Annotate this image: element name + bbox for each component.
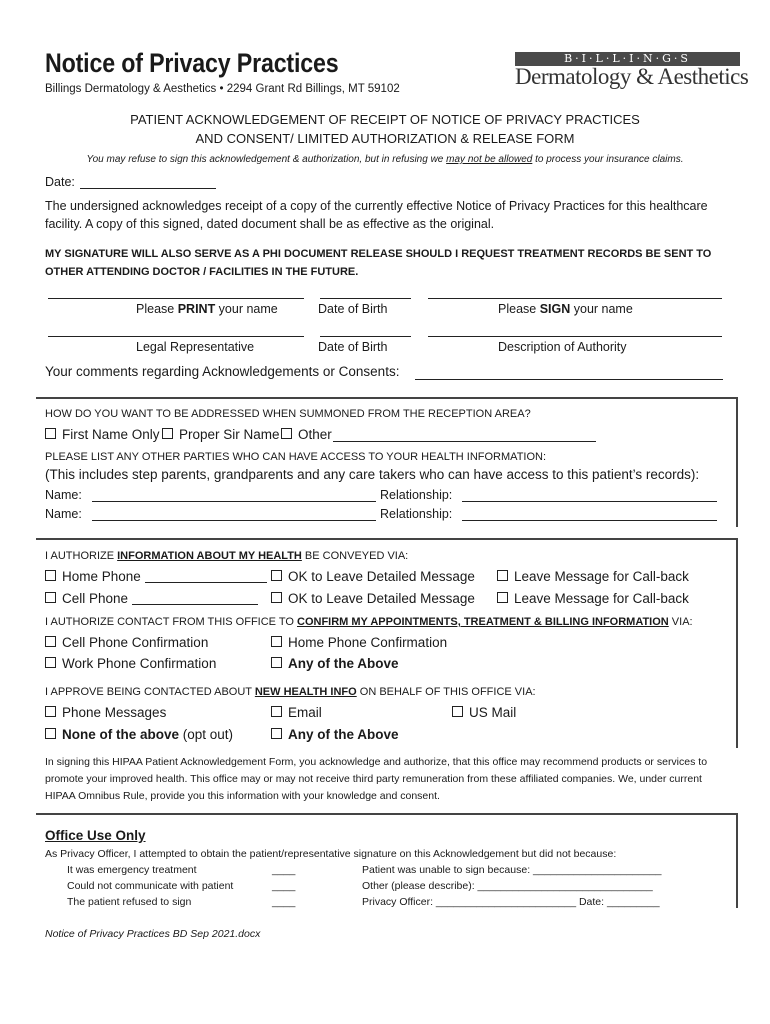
- comments-label: Your comments regarding Acknowledgements or Consents:: [45, 364, 400, 379]
- work-confirm-option[interactable]: Work Phone Confirmation: [45, 656, 216, 671]
- us-mail-option[interactable]: US Mail: [452, 705, 516, 720]
- checkbox-icon[interactable]: [497, 570, 508, 581]
- phone-messages-option[interactable]: Phone Messages: [45, 705, 166, 720]
- checkbox-icon[interactable]: [452, 706, 463, 717]
- relationship-field-1[interactable]: [462, 501, 717, 502]
- sign-name-field[interactable]: [428, 298, 722, 299]
- checkbox-icon[interactable]: [271, 657, 282, 668]
- checkbox-icon[interactable]: [281, 428, 292, 439]
- proper-name-option[interactable]: Proper Sir Name: [162, 427, 280, 442]
- section-divider: [36, 538, 738, 540]
- checkbox-icon[interactable]: [45, 570, 56, 581]
- date-field[interactable]: [80, 188, 216, 189]
- authority-field[interactable]: [428, 336, 722, 337]
- opt-out-option[interactable]: None of the above (opt out): [45, 727, 233, 742]
- print-name-field[interactable]: [48, 298, 304, 299]
- relationship-label-2: Relationship:: [380, 507, 453, 521]
- checkbox-icon[interactable]: [45, 706, 56, 717]
- checkbox-icon[interactable]: [271, 706, 282, 717]
- sign-name-label: Please SIGN your name: [498, 302, 633, 316]
- document-title: Notice of Privacy Practices: [45, 48, 339, 78]
- checkbox-icon[interactable]: [45, 428, 56, 439]
- new-info-any-option[interactable]: Any of the Above: [271, 727, 399, 742]
- checkbox-icon[interactable]: [271, 728, 282, 739]
- comments-field[interactable]: [415, 379, 723, 380]
- cell-phone-option[interactable]: Cell Phone: [45, 591, 258, 606]
- home-phone-option[interactable]: Home Phone: [45, 569, 267, 584]
- name-label-1: Name:: [45, 488, 82, 502]
- legal-rep-field[interactable]: [48, 336, 304, 337]
- home-callback-option[interactable]: Leave Message for Call-back: [497, 569, 689, 584]
- checkbox-icon[interactable]: [45, 636, 56, 647]
- checkbox-icon[interactable]: [271, 570, 282, 581]
- cell-ok-leave-option[interactable]: OK to Leave Detailed Message: [271, 591, 475, 606]
- reason-refused-blank[interactable]: ____: [272, 896, 296, 908]
- cell-confirm-option[interactable]: Cell Phone Confirmation: [45, 635, 208, 650]
- reason-communicate-blank[interactable]: ____: [272, 880, 296, 892]
- disclaimer: In signing this HIPAA Patient Acknowledgement Form, you acknowledge and authorize, that this office may recommend products or services to promote your improved health. This office may or may not receive third party remuneration from these affiliated companies. We, under current HIPAA Omnibus Rule, provide you this information with your knowledge and consent.: [45, 756, 708, 802]
- date-label: Date:: [45, 175, 75, 189]
- checkbox-icon[interactable]: [45, 592, 56, 603]
- checkbox-icon[interactable]: [45, 728, 56, 739]
- reason-communicate: Could not communicate with patient: [67, 880, 234, 892]
- name-label-2: Name:: [45, 507, 82, 521]
- dob-field[interactable]: [320, 298, 411, 299]
- dob2-field[interactable]: [320, 336, 411, 337]
- relationship-field-2[interactable]: [462, 520, 717, 521]
- health-info-label: I AUTHORIZE INFORMATION ABOUT MY HEALTH BE CONVEYED VIA:: [45, 550, 409, 562]
- legal-rep-label: Legal Representative: [136, 340, 255, 354]
- section-border: [736, 397, 738, 527]
- checkbox-icon[interactable]: [45, 657, 56, 668]
- contact-any-option[interactable]: Any of the Above: [271, 656, 399, 671]
- release-notice: MY SIGNATURE WILL ALSO SERVE AS A PHI DOCUMENT RELEASE SHOULD I REQUEST TREATMENT RECORDS BE SENT TO OTHER ATTENDING DOCTOR / FACILITIES IN THE FUTURE.: [45, 248, 712, 278]
- name-field-1[interactable]: [92, 501, 376, 502]
- reason-emergency-blank[interactable]: ____: [272, 864, 296, 876]
- form-heading-1: PATIENT ACKNOWLEDGEMENT OF RECEIPT OF NOTICE OF PRIVACY PRACTICES: [130, 112, 640, 127]
- dob-label: Date of Birth: [318, 302, 388, 316]
- intro-text: The undersigned acknowledges receipt of a copy of the currently effective Notice of Privacy Practices for this healthcare facility. A copy of this signed, dated document shall be as effective as the original.: [45, 199, 708, 231]
- section-divider: [36, 397, 738, 399]
- privacy-officer-field[interactable]: Privacy Officer: ________________________ Date: _________: [362, 896, 660, 908]
- section-divider: [36, 813, 738, 815]
- checkbox-icon[interactable]: [271, 636, 282, 647]
- footer-filename: Notice of Privacy Practices BD Sep 2021.docx: [45, 928, 261, 940]
- address-question: HOW DO YOU WANT TO BE ADDRESSED WHEN SUMMONED FROM THE RECEPTION AREA?: [45, 408, 531, 420]
- unable-to-sign-field[interactable]: Patient was unable to sign because: ______________________: [362, 864, 662, 876]
- name-field-2[interactable]: [92, 520, 376, 521]
- practice-address: Billings Dermatology & Aesthetics • 2294 Grant Rd Billings, MT 59102: [45, 83, 400, 95]
- access-list-note: (This includes step parents, grandparents and any care takers who can have access to this patient’s records):: [45, 467, 700, 482]
- authority-label: Description of Authority: [498, 340, 627, 354]
- print-name-label: Please PRINT your name: [136, 302, 278, 316]
- first-name-option[interactable]: First Name Only: [45, 427, 160, 442]
- other-option[interactable]: Other: [281, 427, 332, 442]
- relationship-label-1: Relationship:: [380, 488, 453, 502]
- refusal-note: You may refuse to sign this acknowledgement & authorization, but in refusing we may not be allowed to process your insurance claims.: [86, 154, 684, 165]
- form-heading-2: AND CONSENT/ LIMITED AUTHORIZATION & RELEASE FORM: [195, 131, 575, 146]
- checkbox-icon[interactable]: [497, 592, 508, 603]
- dob2-label: Date of Birth: [318, 340, 388, 354]
- section-border: [736, 538, 738, 748]
- checkbox-icon[interactable]: [162, 428, 173, 439]
- home-ok-leave-option[interactable]: OK to Leave Detailed Message: [271, 569, 475, 584]
- email-option[interactable]: Email: [271, 705, 322, 720]
- contact-label: I AUTHORIZE CONTACT FROM THIS OFFICE TO CONFIRM MY APPOINTMENTS, TREATMENT & BILLING INFORMATION VIA:: [45, 616, 693, 628]
- reason-refused: The patient refused to sign: [67, 896, 192, 908]
- office-use-title: Office Use Only: [45, 828, 146, 843]
- office-intro: As Privacy Officer, I attempted to obtain the patient/representative signature on this Acknowledgement but did not because:: [45, 848, 617, 860]
- other-describe-field[interactable]: Other (please describe): ______________________________: [362, 880, 653, 892]
- section-border: [736, 813, 738, 908]
- new-info-label: I APPROVE BEING CONTACTED ABOUT NEW HEALTH INFO ON BEHALF OF THIS OFFICE VIA:: [45, 686, 536, 698]
- access-list-label: PLEASE LIST ANY OTHER PARTIES WHO CAN HAVE ACCESS TO YOUR HEALTH INFORMATION:: [45, 451, 547, 463]
- logo-name: Dermatology & Aesthetics: [515, 64, 749, 89]
- home-confirm-option[interactable]: Home Phone Confirmation: [271, 635, 447, 650]
- reason-emergency: It was emergency treatment: [67, 864, 197, 876]
- cell-callback-option[interactable]: Leave Message for Call-back: [497, 591, 689, 606]
- checkbox-icon[interactable]: [271, 592, 282, 603]
- other-field[interactable]: [333, 441, 596, 442]
- logo-top: B·I·L·L·I·N·G·S: [515, 52, 740, 66]
